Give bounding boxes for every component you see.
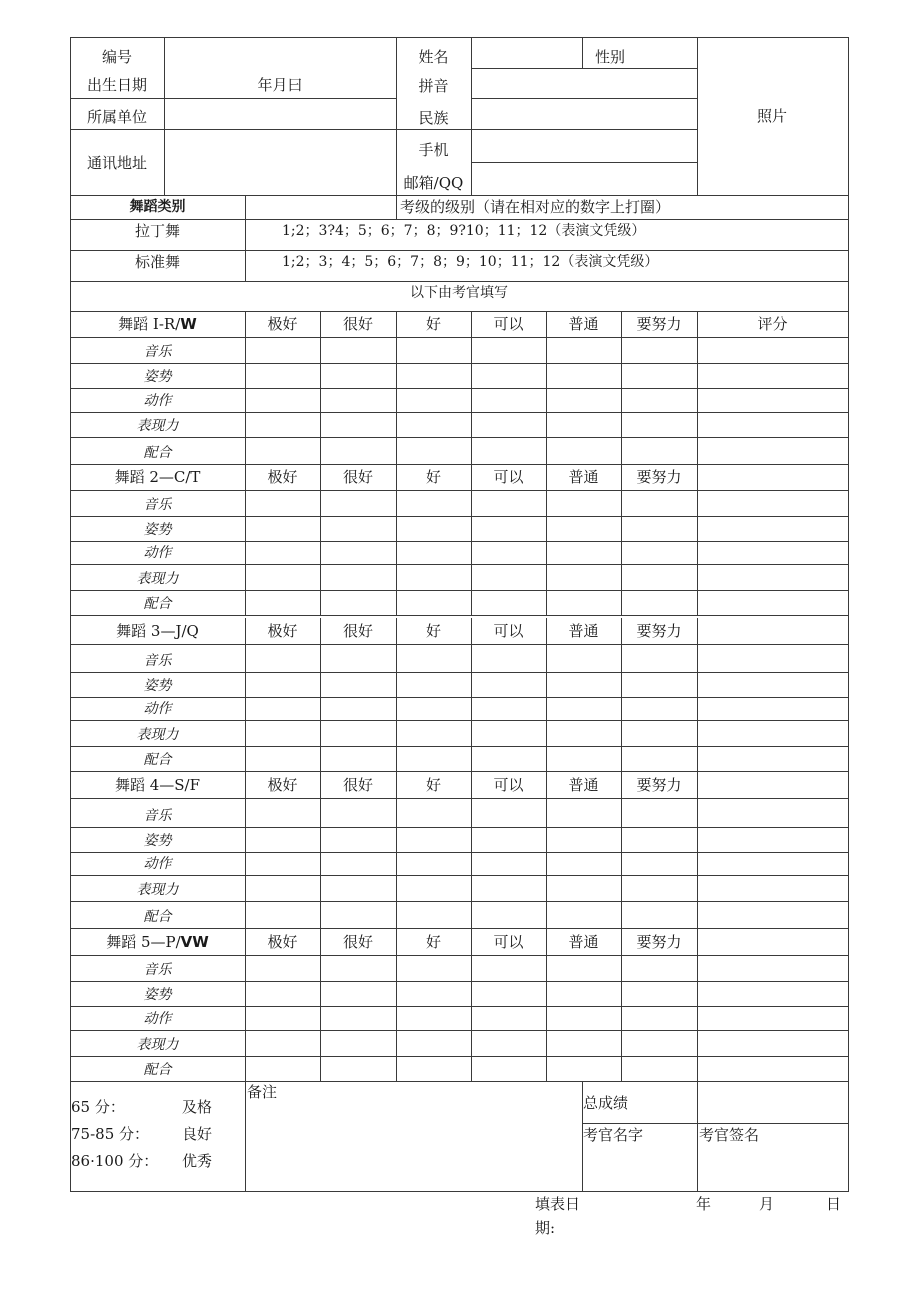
birth-date-value: 年月曰 [257,76,303,94]
grid-line [70,363,849,364]
grid-line [70,746,849,747]
criteria-label: 动作 [143,393,172,409]
criteria-label: 配合 [143,1062,172,1078]
criteria-label: 配合 [143,445,172,461]
grade-3-name: 优秀 [182,1152,213,1170]
rating-header: 普通 [568,776,599,794]
criteria-label: 姿势 [143,522,172,538]
rating-header: 要努力 [636,933,682,951]
grid-line [70,590,849,591]
rating-header: 可以 [493,468,524,486]
grade-1-name: 及格 [182,1098,213,1116]
grid-line [70,129,698,130]
grid-line [546,618,547,772]
grid-line [697,772,698,929]
grid-line [396,311,397,465]
grid-line [621,772,622,929]
remarks-label: 备注 [247,1083,278,1101]
grid-line [70,219,849,220]
dance-name-suffix: VW [180,933,209,951]
criteria-label: 动作 [143,1011,172,1027]
dance-name [70,933,245,951]
grid-line [582,1123,849,1124]
grid-line [70,928,849,929]
phone-label: 手机 [418,141,449,159]
criteria-label: 音乐 [143,497,172,513]
rating-header: 好 [425,315,441,333]
rating-header: 极好 [267,622,298,640]
grid-line [70,1191,849,1192]
rating-header: 要努力 [636,468,682,486]
address-label: 通讯地址 [86,154,147,172]
dance-name [70,315,245,333]
total-score-label: 总成绩 [583,1094,629,1112]
grid-line [546,464,547,616]
grid-line [70,412,849,413]
rating-header: 极好 [267,315,298,333]
grid-line [70,852,849,853]
grid-line [70,564,849,565]
dance-name-text: 舞蹈 I-R/ [118,315,181,333]
grid-line [70,250,849,251]
exam-level-label: 考级的级别（请在相对应的数字上打圈） [400,198,671,216]
grid-line [320,618,321,772]
grid-line [245,929,246,1082]
photo-label: 照片 [756,107,787,125]
dance-name [70,776,245,794]
criteria-label: 配合 [143,752,172,768]
rating-header: 好 [425,622,441,640]
rating-header: 极好 [267,776,298,794]
rating-header: 可以 [493,622,524,640]
grid-line [697,929,698,1082]
grid-line [164,37,165,196]
grid-line [245,464,246,616]
rating-header: 好 [425,933,441,951]
criteria-label: 动作 [143,701,172,717]
grid-line [396,618,397,772]
grid-line [471,618,472,772]
latin-levels: 1;2；3?4；5；6；7；8；9?10；11；12（表演文凭级） [282,223,646,239]
rating-header: 很好 [342,622,373,640]
rating-header: 普通 [568,468,599,486]
dance-name-text: 舞蹈 4—S/F [114,776,201,794]
grid-line [70,827,849,828]
grid-line [70,981,849,982]
examiner-section-title: 以下由考官填写 [410,285,508,301]
dance-name-text: 舞蹈 2—C/T [114,468,201,486]
criteria-label: 配合 [143,596,172,612]
number-label: 编号 [101,48,132,66]
criteria-label: 姿势 [143,833,172,849]
grid-line [621,929,622,1082]
standard-levels: 1;2；3；4；5；6；7；8；9；10；11；12（表演文凭级） [282,254,659,270]
rating-header: 要努力 [636,622,682,640]
criteria-label: 音乐 [143,653,172,669]
grid-line [70,697,849,698]
grid-line [697,1081,698,1192]
grid-line [70,1056,849,1057]
latin-label: 拉丁舞 [134,222,180,240]
grid-line [70,720,849,721]
grid-line [70,195,849,196]
criteria-label: 姿势 [143,678,172,694]
grid-line [396,772,397,929]
grid-line [245,772,246,929]
month-label: 月 [759,1195,775,1213]
grid-line [70,644,849,645]
rating-header: 要努力 [636,776,682,794]
grid-line [320,311,321,465]
grid-line [320,929,321,1082]
grid-line [471,98,698,99]
grid-line [70,37,849,38]
grid-line [471,162,698,163]
name-label: 姓名 [418,48,449,66]
grid-line [70,281,849,282]
standard-label: 标准舞 [134,253,180,271]
rating-header: 好 [425,776,441,794]
criteria-label: 表现力 [136,1037,179,1053]
grid-line [70,388,849,389]
grid-line [70,516,849,517]
grade-1-score: 65 分： [71,1098,125,1116]
grid-line [245,618,246,772]
grid-line [70,490,849,491]
grid-line [70,771,849,772]
grid-line [70,901,849,902]
rating-header: 要努力 [636,315,682,333]
grid-line [471,37,472,196]
grid-line [245,195,246,282]
fill-date-label-cont: 期: [535,1219,556,1237]
grid-line [70,437,849,438]
dance-name [70,468,245,486]
grid-line [70,311,849,312]
grid-line [621,618,622,772]
grid-line [697,311,698,465]
grid-line [471,464,472,616]
dance-category-label: 舞蹈类别 [129,199,186,215]
dance-name-suffix: W [180,315,197,333]
criteria-label: 音乐 [143,808,172,824]
grid-line [396,195,397,220]
dance-name-text: 舞蹈 3—J/Q [116,622,199,640]
criteria-label: 表现力 [136,571,179,587]
grade-3-score: 86·100 分： [71,1152,159,1170]
year-label: 年 [696,1195,712,1213]
dance-name [70,622,245,640]
grid-line [396,929,397,1082]
rating-header: 可以 [493,315,524,333]
grid-line [396,464,397,616]
grid-line [245,311,246,465]
criteria-label: 表现力 [136,727,179,743]
grid-line [320,464,321,616]
criteria-label: 动作 [143,856,172,872]
grid-line [70,541,849,542]
criteria-label: 配合 [143,909,172,925]
rating-header: 普通 [568,622,599,640]
grid-line [70,337,849,338]
grid-line [546,929,547,1082]
day-label: 日 [826,1195,842,1213]
rating-header: 很好 [342,315,373,333]
grid-line [471,929,472,1082]
rating-header: 好 [425,468,441,486]
fill-date-label: 填表日 [535,1195,581,1213]
grid-line [70,464,849,465]
grid-line [621,464,622,616]
rating-header: 极好 [267,468,298,486]
grid-line [697,618,698,772]
grade-2-score: 75-85 分： [71,1125,150,1143]
grid-line [471,68,698,69]
email-label: 邮箱/QQ [403,174,464,192]
criteria-label: 音乐 [143,962,172,978]
rating-header: 极好 [267,933,298,951]
rating-header: 很好 [342,933,373,951]
grid-line [70,1006,849,1007]
grid-line [245,1081,246,1192]
examiner-name-label: 考官名字 [583,1126,644,1144]
criteria-label: 姿势 [143,987,172,1003]
criteria-label: 表现力 [136,418,179,434]
grid-line [697,464,698,616]
grid-line [70,615,849,616]
criteria-label: 音乐 [143,344,172,360]
rating-header: 很好 [342,468,373,486]
score-header: 评分 [757,315,788,333]
criteria-label: 姿势 [143,369,172,385]
rating-header: 可以 [493,933,524,951]
examiner-signature-label: 考官签名 [699,1126,760,1144]
birth-date-label: 出生日期 [86,76,147,94]
grid-line [70,875,849,876]
rating-header: 可以 [493,776,524,794]
dance-name-text: 舞蹈 5—P/ [106,933,181,951]
grid-line [471,772,472,929]
grid-line [70,98,397,99]
ethnicity-label: 民族 [418,109,449,127]
rating-header: 普通 [568,933,599,951]
grid-line [621,311,622,465]
gender-label: 性别 [594,48,625,66]
grid-line [70,1081,849,1082]
unit-label: 所属单位 [86,108,147,126]
grade-2-name: 良好 [182,1125,213,1143]
grid-line [70,798,849,799]
grid-line [546,311,547,465]
grid-line [70,1030,849,1031]
grid-line [471,311,472,465]
grid-line [70,955,849,956]
pinyin-label: 拼音 [418,77,449,95]
grid-line [70,672,849,673]
criteria-label: 动作 [143,545,172,561]
rating-header: 很好 [342,776,373,794]
rating-header: 普通 [568,315,599,333]
criteria-label: 表现力 [136,882,179,898]
grid-line [546,772,547,929]
grid-line [320,772,321,929]
